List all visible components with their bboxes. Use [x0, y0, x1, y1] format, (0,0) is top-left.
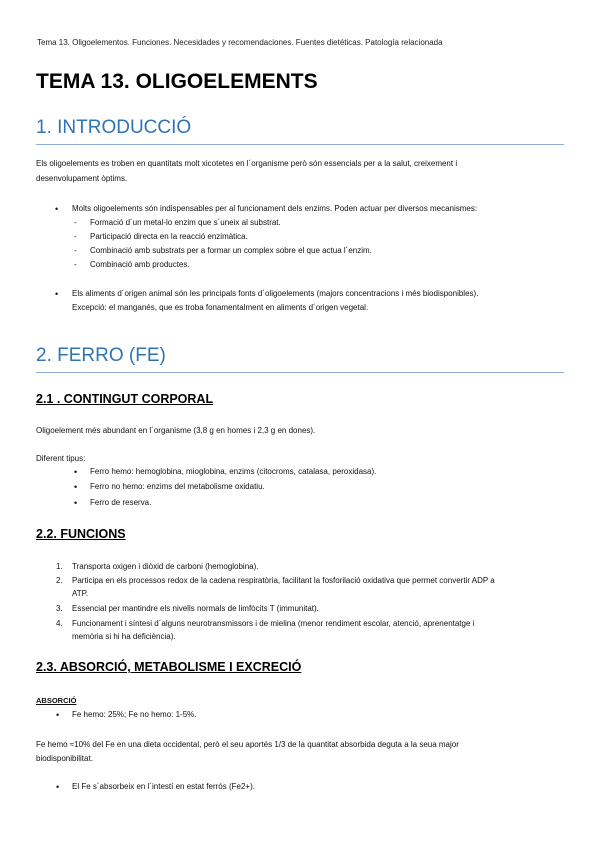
subheading-contingut-corporal: 2.1 . CONTINGUT CORPORAL: [36, 392, 214, 406]
dash-item-4: Combinació amb productes.: [90, 260, 190, 269]
list-number: 4.: [56, 619, 63, 628]
dash-mark: -: [74, 218, 77, 227]
bullet-dot: •: [74, 467, 78, 477]
fe-hemo-line-1: Fe hemo ≈10% del Fe en una dieta occidental, però el seu aportés 1/3 de la quantitat absorbida deguta a la seua major: [36, 740, 459, 749]
funcio-4-line-2: memòria si hi ha deficiència).: [72, 632, 176, 641]
document-title: TEMA 13. OLIGOELEMENTS: [36, 70, 318, 93]
absorcio-label: ABSORCIÓ: [36, 696, 77, 705]
type-item-2: Ferro no hemo: enzims del metabolisme oxidatiu.: [90, 482, 265, 491]
intro-line-2: desenvolupament òptims.: [36, 174, 128, 183]
dash-mark: -: [74, 232, 77, 241]
section-heading-ferro: 2. FERRO (FE): [36, 345, 166, 366]
subheading-funcions: 2.2. FUNCIONS: [36, 527, 126, 541]
bullet-dot: •: [55, 289, 59, 299]
subheading-absorcio: 2.3. ABSORCIÓ, METABOLISME I EXCRECIÓ: [36, 660, 302, 674]
bullet-dot: •: [56, 710, 60, 720]
bullet-aliments-line-1: Els aliments d´origen animal són les principals fonts d´oligoelements (majors concentracions i més biodisponibles).: [72, 289, 479, 298]
types-label: Diferent tipus:: [36, 454, 86, 463]
dash-item-2: Participació directa en la reacció enzimàtica.: [90, 232, 248, 241]
fe-ferros-bullet: El Fe s´absorbeix en l´intestí en estat ferrós (Fe2+).: [72, 782, 255, 791]
type-item-1: Ferro hemo: hemoglobina, mioglobina, enzims (citocroms, catalasa, peroxidasa).: [90, 467, 377, 476]
funcio-2-line-1: Participa en els processos redox de la cadena respiratòria, facilitant la fosforilació oxidativa que permet convertir ADP a: [72, 576, 495, 585]
running-header: Tema 13. Oligoelementos. Funciones. Necesidades y recomendaciones. Fuentes dietéticas. Patología relacionada: [37, 38, 443, 47]
heading-rule: [36, 144, 564, 145]
bullet-dot: •: [74, 482, 78, 492]
section-heading-introduccio: 1. INTRODUCCIÓ: [36, 117, 192, 138]
heading-rule: [36, 372, 564, 373]
funcio-3: Essencial per mantindre els nivells normals de limfòcits T (immunitat).: [72, 604, 319, 613]
intro-line-1: Els oligoelements es troben en quantitats molt xicotetes en l´organisme però són essencials per a la salut, creixement i: [36, 159, 458, 168]
list-number: 1.: [56, 562, 63, 571]
dash-mark: -: [74, 246, 77, 255]
dash-item-1: Formació d´un metal-lo enzim que s´uneix al substrat.: [90, 218, 281, 227]
fe-hemo-line-2: biodisponibilitat.: [36, 754, 93, 763]
bullet-dot: •: [74, 498, 78, 508]
bullet-enzyms: Molts oligoelements són indispensables per al funcionament dels enzims. Poden actuar per diversos mecanismes:: [72, 204, 478, 213]
bullet-dot: •: [56, 782, 60, 792]
funcio-4-line-1: Funcionament i síntesi d´alguns neurotransmissors i de mielina (menor rendiment escolar, atenció, aprenentatge i: [72, 619, 475, 628]
contingut-text: Oligoelement més abundant en l´organisme (3,8 g en homes i 2,3 g en dones).: [36, 426, 316, 435]
funcio-1: Transporta oxigen i diòxid de carboni (hemoglobina).: [72, 562, 259, 571]
list-number: 3.: [56, 604, 63, 613]
funcio-2-line-2: ATP.: [72, 589, 89, 598]
bullet-dot: •: [55, 204, 59, 214]
dash-item-3: Combinació amb substrats per a formar un complex sobre el que actua l´enzim.: [90, 246, 372, 255]
bullet-aliments-line-2: Excepció: el manganés, que es troba fonamentalment en aliments d´origen vegetal.: [72, 303, 369, 312]
absorcio-bullet: Fe hemo: 25%; Fe no hemo: 1-5%.: [72, 710, 197, 719]
dash-mark: -: [74, 260, 77, 269]
list-number: 2.: [56, 576, 63, 585]
type-item-3: Ferro de reserva.: [90, 498, 152, 507]
